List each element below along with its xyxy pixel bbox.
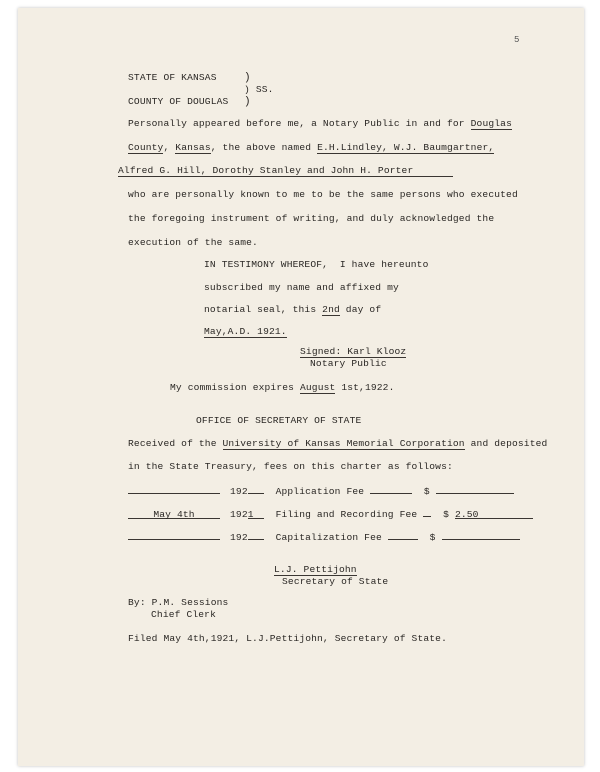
ack-line-6: execution of the same.	[128, 237, 258, 248]
fee-date-blank	[128, 530, 220, 540]
fee-year: 192	[230, 509, 248, 520]
fee-label: Application Fee	[275, 486, 365, 497]
ack-named-persons-cont: Alfred G. Hill, Dorothy Stanley and John H. Porter	[118, 165, 453, 177]
notary-signed-text: Signed: Karl Klooz	[300, 346, 407, 357]
fee-currency: $	[429, 532, 436, 543]
office-text: Received of the	[128, 438, 223, 449]
commission-month: August	[299, 382, 336, 393]
ack-line-2	[128, 142, 494, 154]
fee-year-blank	[248, 484, 264, 494]
ack-text: Personally appeared before me, a Notary Public in and for	[128, 118, 471, 129]
fee-amount-blank	[436, 484, 514, 494]
commission-text: My commission expires	[170, 382, 300, 393]
fee-amount: 2.50	[455, 509, 533, 519]
fee-label: Capitalization Fee	[275, 532, 382, 543]
office-line-2: in the State Treasury, fees on this charter as follows:	[128, 461, 453, 472]
fee-date: May 4th	[128, 509, 220, 519]
notary-signature	[300, 346, 406, 358]
ack-line-3	[118, 165, 453, 177]
ack-comma: ,	[163, 142, 176, 153]
venue-brace-top: )	[244, 72, 251, 84]
office-heading: OFFICE OF SECRETARY OF STATE	[196, 415, 362, 426]
fee-year: 192	[230, 532, 248, 543]
filed-line: Filed May 4th,1921, L.J.Pettijohn, Secretary of State.	[128, 633, 447, 644]
page-number: 5	[514, 35, 520, 45]
fee-dots	[370, 484, 412, 494]
commission-line	[170, 382, 395, 394]
secretary-title: Secretary of State	[282, 576, 389, 587]
clerk-title: Chief Clerk	[151, 609, 216, 620]
fee-row	[128, 530, 520, 544]
fee-year-blank	[248, 530, 264, 540]
secretary-name	[274, 564, 357, 576]
ack-text: , the above named	[210, 142, 318, 153]
fee-currency: $	[443, 509, 450, 520]
testimony-date-text: May,A.D. 1921.	[204, 326, 287, 337]
ack-county-name: Douglas	[470, 118, 512, 129]
clerk-by: By: P.M. Sessions	[128, 597, 229, 608]
venue-ss: ) SS.	[244, 84, 274, 95]
commission-text: 1st,1922.	[335, 382, 395, 393]
venue-state: STATE OF KANSAS	[128, 72, 217, 83]
office-text: and deposited	[464, 438, 548, 449]
fee-amount-blank	[442, 530, 520, 540]
fee-year-suffix: 1	[248, 509, 264, 519]
fee-row	[128, 507, 533, 521]
fee-currency: $	[423, 486, 430, 497]
testimony-line-1: IN TESTIMONY WHEREOF, I have hereunto	[204, 259, 429, 270]
office-line-1	[128, 438, 547, 450]
ack-state-name: Kansas	[175, 142, 211, 153]
ack-line-4: who are personally known to me to be the same persons who executed	[128, 189, 518, 200]
ack-named-persons: E.H.Lindley, W.J. Baumgartner,	[317, 142, 495, 153]
fee-row	[128, 484, 514, 498]
fee-dots	[423, 507, 431, 517]
fee-year: 192	[230, 486, 248, 497]
testimony-text: notarial seal, this	[204, 304, 323, 315]
ack-line-1	[128, 118, 512, 130]
testimony-text: day of	[339, 304, 382, 315]
secretary-name-text: L.J. Pettijohn	[274, 564, 357, 575]
testimony-line-3	[204, 304, 381, 316]
testimony-day: 2nd	[322, 304, 340, 315]
office-corporation-name: University of Kansas Memorial Corporation	[222, 438, 465, 449]
ack-line-5: the foregoing instrument of writing, and duly acknowledged the	[128, 213, 495, 224]
fee-dots	[388, 530, 418, 540]
fee-label: Filing and Recording Fee	[275, 509, 418, 520]
venue-brace-bottom: )	[244, 96, 251, 108]
venue-county: COUNTY OF DOUGLAS	[128, 96, 229, 107]
document-page	[18, 8, 584, 766]
testimony-line-2: subscribed my name and affixed my	[204, 282, 399, 293]
notary-title: Notary Public	[310, 358, 387, 369]
ack-county-word: County	[128, 142, 164, 153]
testimony-date	[204, 326, 287, 338]
fee-date-blank	[128, 484, 220, 494]
